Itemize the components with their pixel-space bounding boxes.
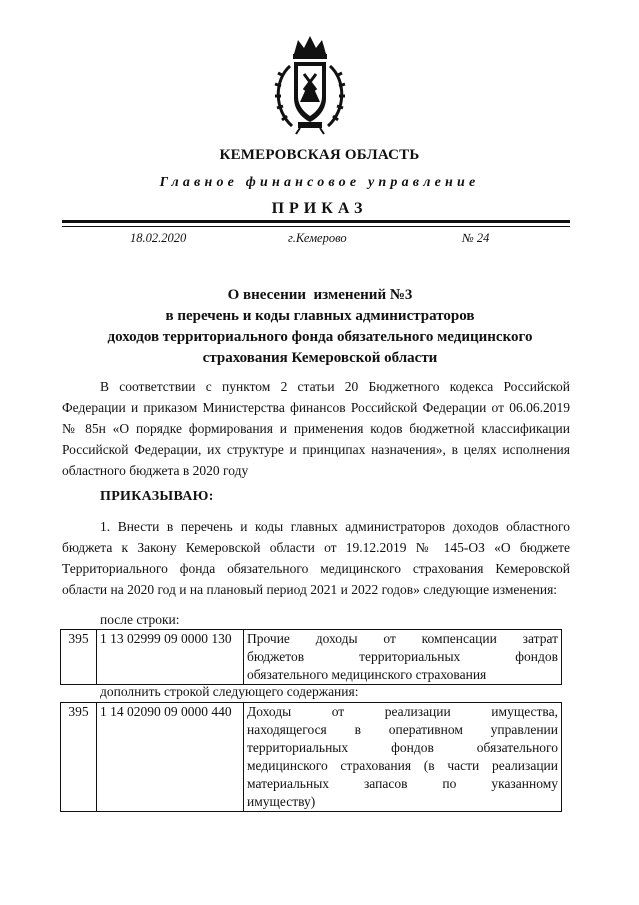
document-number: № 24 xyxy=(462,231,490,245)
name-line: медицинского страхования (в части реализации xyxy=(247,758,558,773)
income-name-cell xyxy=(244,703,562,812)
name-line: территориальных фондов обязательного xyxy=(247,740,558,755)
department-name: Главное финансовое управление xyxy=(159,175,480,190)
name-line: имуществу) xyxy=(247,794,316,809)
title-line: доходов территориального фонда обязательного медицинского xyxy=(107,329,533,345)
title-line: О внесении изменений №3 xyxy=(227,287,413,303)
name-line: бюджетов территориальных фондов xyxy=(247,649,558,664)
append-row-label: дополнить строкой следующего содержания: xyxy=(100,684,359,699)
existing-row-table xyxy=(60,629,562,685)
income-name-cell xyxy=(244,630,562,685)
name-line: обязательного медицинского страхования xyxy=(247,667,487,682)
title-line: страхования Кемеровской области xyxy=(202,350,438,366)
name-line: находящегося в оперативном управлении xyxy=(247,722,558,737)
income-code-cell: 1 14 02090 09 0000 440 xyxy=(97,703,244,812)
region-name: КЕМЕРОВСКАЯ ОБЛАСТЬ xyxy=(219,147,420,163)
name-line: Прочие доходы от компенсации затрат xyxy=(247,631,558,646)
admin-code-cell: 395 xyxy=(61,630,97,685)
document-date: 18.02.2020 xyxy=(130,231,187,245)
table-row xyxy=(61,703,562,812)
title-line: в перечень и коды главных администраторов xyxy=(165,308,475,324)
orders-heading: ПРИКАЗЫВАЮ: xyxy=(100,489,214,504)
document-city: г.Кемерово xyxy=(288,231,347,245)
admin-code-cell: 395 xyxy=(61,703,97,812)
table-row xyxy=(61,630,562,685)
coat-of-arms-icon xyxy=(270,32,350,136)
name-line: материальных запасов по указанному xyxy=(247,776,558,791)
new-row-table xyxy=(60,702,562,812)
item-1-paragraph: 1. Внести в перечень и коды главных администраторов доходов областного бюджета к Закону Кемеровской области от 19.12.2019 № 145-ОЗ «О бюджете Территориального фонда обязательного медицинского страхования Кемеровской области на 2020 год и на плановый период 2021 и 2022 годов» следующие изменения: xyxy=(62,519,570,597)
document-type: ПРИКАЗ xyxy=(271,200,368,217)
preamble-paragraph: В соответствии с пунктом 2 статьи 20 Бюджетного кодекса Российской Федерации и приказом Министерства финансов Российской Федерации от 06.06.2019 № 85н «О порядке формирования и применения кодов бюджетной классификации Российской Федерации, их структуре и принципах назначения», в целях исполнения областного бюджета в 2020 году xyxy=(62,379,570,478)
after-row-label: после строки: xyxy=(100,612,180,627)
header-divider-thin xyxy=(62,226,570,227)
income-code-cell: 1 13 02999 09 0000 130 xyxy=(97,630,244,685)
name-line: Доходы от реализации имущества, xyxy=(247,704,558,719)
document-title xyxy=(70,285,570,369)
header-divider-thick xyxy=(62,220,570,223)
